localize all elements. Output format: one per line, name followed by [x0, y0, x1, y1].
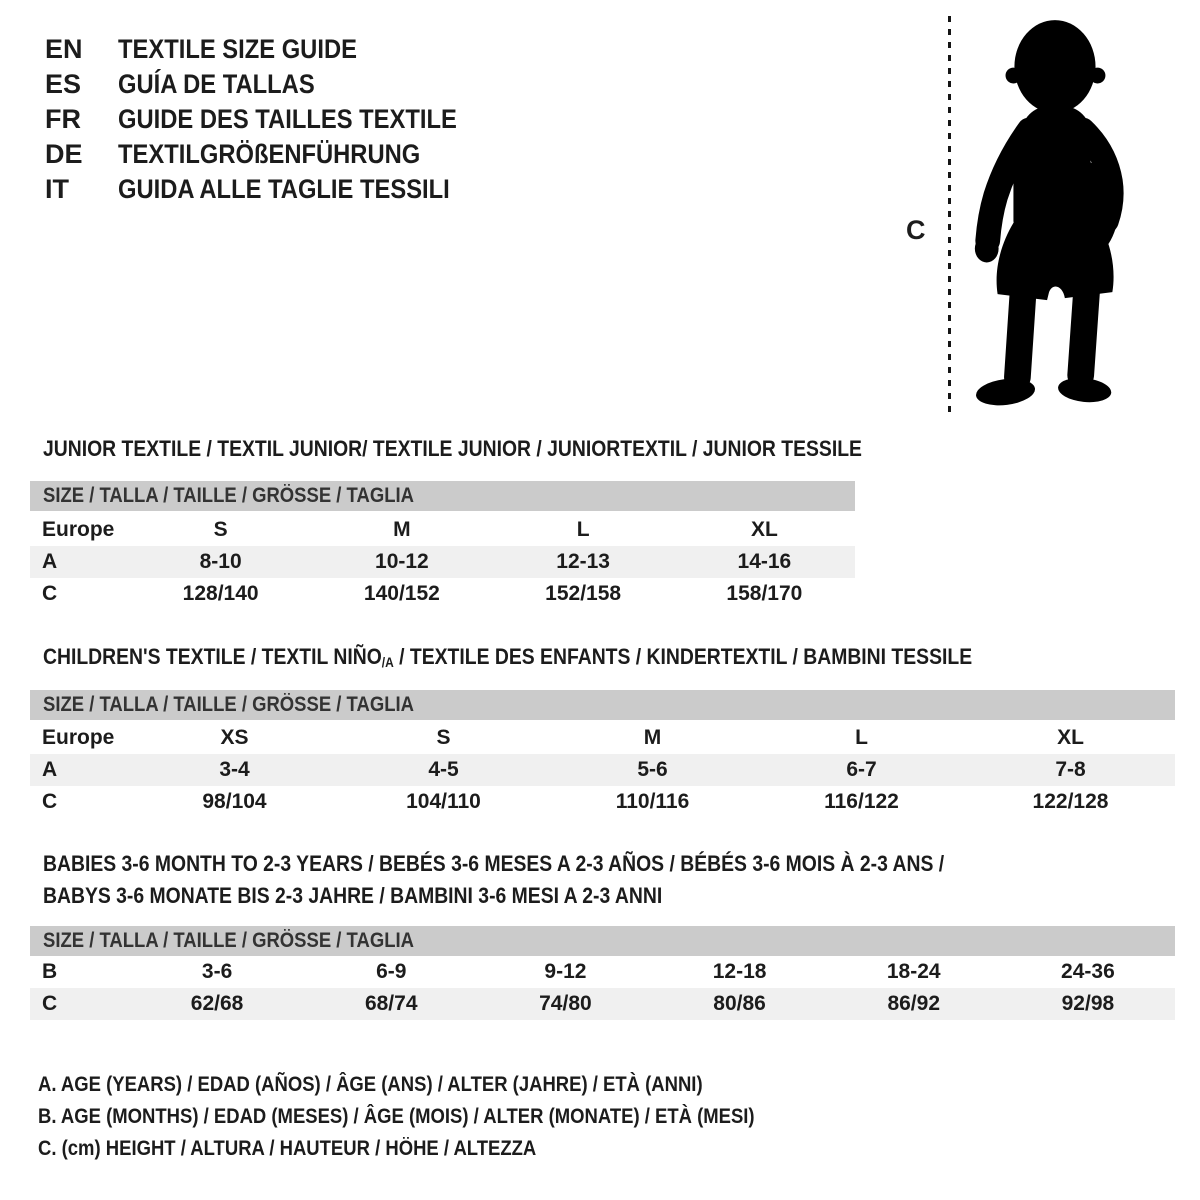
language-code: DE: [45, 139, 83, 169]
legend-line-b: [38, 1101, 852, 1133]
height-value: 128/140: [182, 582, 259, 605]
age-value: 18-24: [886, 960, 941, 983]
size-value: XL: [750, 518, 778, 541]
language-code: FR: [45, 104, 81, 134]
height-value: 68/74: [364, 992, 418, 1015]
junior-size-table: [30, 514, 855, 610]
table-row: [30, 722, 1175, 754]
children-section-title: [43, 644, 1099, 670]
height-value: 122/128: [1032, 790, 1109, 813]
language-row: [45, 32, 503, 67]
legend-line-a: [38, 1069, 852, 1101]
age-value: 3-6: [201, 960, 233, 983]
table-row: [30, 514, 855, 546]
height-value: 62/68: [190, 992, 244, 1015]
size-value: S: [436, 726, 451, 749]
legend-line-c-text: C. (cm) HEIGHT / ALTURA / HAUTEUR / HÖHE / ALTEZZA: [38, 1137, 537, 1160]
age-value: 9-12: [544, 960, 587, 983]
height-value: 140/152: [363, 582, 440, 605]
language-title: GUÍA DE TALLAS: [118, 69, 315, 99]
size-value: XL: [1057, 726, 1084, 749]
language-title: TEXTILE SIZE GUIDE: [118, 34, 357, 64]
legend-line-a-text: A. AGE (YEARS) / EDAD (AÑOS) / ÂGE (ANS) / ALTER (JAHRE) / ETÀ (ANNI): [38, 1073, 703, 1096]
children-title-suffix: / TEXTILE DES ENFANTS / KINDERTEXTIL / BAMBINI TESSILE: [393, 644, 973, 669]
row-label: B: [42, 960, 58, 983]
children-size-header-bar: [30, 690, 1175, 720]
height-value: 104/110: [406, 790, 481, 813]
language-title: GUIDE DES TAILLES TEXTILE: [118, 104, 457, 134]
junior-size-header-text: SIZE / TALLA / TAILLE / GRÖSSE / TAGLIA: [43, 484, 414, 507]
age-value: 24-36: [1061, 960, 1115, 983]
row-label: C: [42, 790, 58, 813]
language-title: TEXTILGRÖßENFÜHRUNG: [118, 139, 421, 169]
language-code: ES: [45, 69, 82, 99]
age-value: 12-18: [712, 960, 767, 983]
junior-section-title-text: JUNIOR TEXTILE / TEXTIL JUNIOR/ TEXTILE JUNIOR / JUNIORTEXTIL / JUNIOR TESSILE: [43, 436, 862, 461]
row-label: A: [42, 758, 58, 781]
size-value: S: [213, 518, 228, 541]
toddler-silhouette-icon: [962, 12, 1144, 418]
age-value: 4-5: [428, 758, 459, 781]
height-value: 74/80: [539, 992, 592, 1015]
row-label: A: [42, 550, 58, 573]
age-value: 5-6: [637, 758, 668, 781]
height-value: 86/92: [887, 992, 941, 1015]
row-label: Europe: [42, 726, 115, 749]
height-measure-label: C: [906, 215, 926, 245]
table-row: [30, 578, 855, 610]
measurement-legend: [38, 1069, 852, 1165]
babies-section-title-line1-text: BABIES 3-6 MONTH TO 2-3 YEARS / BEBÉS 3-6 MESES A 2-3 AÑOS / BÉBÉS 3-6 MOIS À 2-3 ANS /: [43, 851, 945, 876]
age-value: 6-7: [846, 758, 877, 781]
legend-line-c: [38, 1133, 852, 1165]
height-measure-dashed-line: [948, 16, 951, 418]
row-label: C: [42, 582, 58, 605]
height-value: 110/116: [615, 790, 690, 813]
babies-section-title-line2-text: BABYS 3-6 MONATE BIS 2-3 JAHRE / BAMBINI 3-6 MESI A 2-3 ANNI: [43, 883, 663, 908]
children-title-sub: /A: [381, 655, 394, 670]
age-value: 3-4: [219, 758, 250, 781]
language-code: EN: [45, 34, 83, 64]
children-title-prefix: CHILDREN'S TEXTILE / TEXTIL NIÑO: [43, 644, 382, 669]
table-row: [30, 546, 855, 578]
language-title: GUIDA ALLE TAGLIE TESSILI: [118, 174, 450, 204]
table-row: [30, 754, 1175, 786]
table-row: [30, 988, 1175, 1020]
size-value: M: [643, 726, 662, 749]
height-value: 152/158: [545, 582, 622, 605]
language-row: [45, 67, 503, 102]
language-row: [45, 137, 503, 172]
height-value: 98/104: [202, 790, 267, 813]
age-value: 10-12: [375, 550, 429, 573]
age-value: 12-13: [556, 550, 610, 573]
junior-section-title: [43, 436, 974, 462]
table-row: [30, 956, 1175, 988]
age-value: 7-8: [1055, 758, 1086, 781]
row-label: C: [42, 992, 58, 1015]
children-size-header-text: SIZE / TALLA / TAILLE / GRÖSSE / TAGLIA: [43, 693, 414, 716]
babies-size-header-text: SIZE / TALLA / TAILLE / GRÖSSE / TAGLIA: [43, 929, 414, 952]
row-label: Europe: [42, 518, 115, 541]
language-row: [45, 102, 503, 137]
size-value: XS: [220, 726, 249, 749]
size-value: M: [393, 518, 411, 541]
table-row: [30, 786, 1175, 818]
size-value: L: [855, 726, 868, 749]
age-value: 6-9: [376, 960, 407, 983]
junior-size-header-bar: [30, 481, 855, 511]
height-value: 158/170: [726, 582, 803, 605]
babies-size-table: [30, 956, 1175, 1020]
babies-section-title-line2: [43, 883, 747, 909]
language-row: [45, 172, 503, 207]
children-section-title-text: [43, 644, 972, 670]
age-value: 8-10: [199, 550, 242, 573]
size-value: L: [576, 518, 590, 541]
language-code: IT: [45, 174, 69, 204]
babies-section-title-line1: [43, 851, 1067, 877]
height-value: 116/122: [824, 790, 899, 813]
language-title-list: [45, 32, 503, 207]
height-value: 92/98: [1061, 992, 1115, 1015]
age-value: 14-16: [737, 550, 792, 573]
babies-size-header-bar: [30, 926, 1175, 956]
children-size-table: [30, 722, 1175, 818]
height-value: 80/86: [713, 992, 766, 1015]
legend-line-b-text: B. AGE (MONTHS) / EDAD (MESES) / ÂGE (MOIS) / ALTER (MONATE) / ETÀ (MESI): [38, 1105, 755, 1128]
